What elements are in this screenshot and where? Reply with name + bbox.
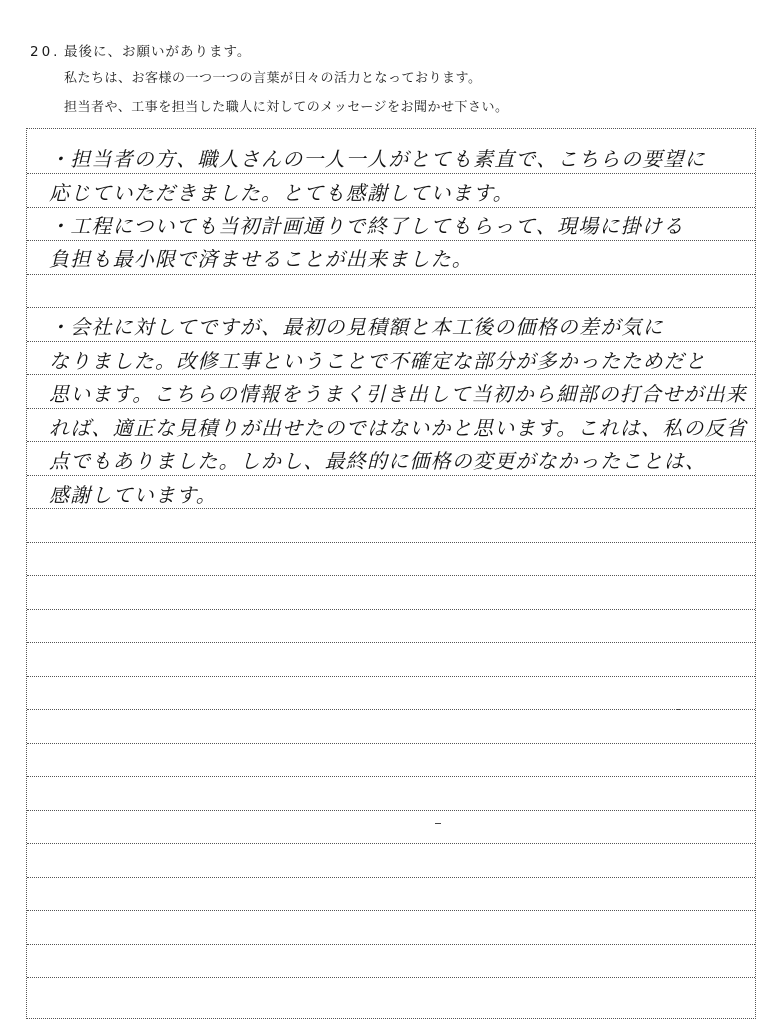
handwritten-line-7: なりました。改修工事ということで不確定な部分が多かったためだと: [49, 349, 707, 373]
paper-speck: [677, 709, 680, 710]
handwritten-line-3: ・工程についても当初計画通りで終了してもらって、現場に掛ける: [49, 214, 685, 238]
ruled-line: [27, 843, 755, 844]
ruled-line: [27, 207, 755, 208]
question-title: 最後に、お願いがあります。: [64, 44, 252, 60]
survey-question-header: [30, 44, 750, 116]
ruled-line: [27, 508, 755, 509]
handwritten-line-10: 点でもありました。しかし、最終的に価格の変更がなかったことは、: [49, 449, 707, 473]
ruled-line: [27, 575, 755, 576]
ruled-line: [27, 542, 755, 543]
ruled-line: [27, 642, 755, 643]
handwritten-line-2: 応じていただきました。とても感謝しています。: [49, 181, 514, 205]
handwritten-line-8: 思います。こちらの情報をうまく引き出して当初から細部の打合せが出来: [49, 382, 747, 406]
ruled-line: [27, 743, 755, 744]
handwritten-line-11: 感謝しています。: [49, 483, 217, 507]
answer-sheet: [26, 128, 756, 1019]
ruled-line: [27, 441, 755, 442]
ruled-line: [27, 307, 755, 308]
handwritten-line-6: ・会社に対してですが、最初の見積額と本工後の価格の差が気に: [49, 315, 664, 339]
handwritten-line-1: ・担当者の方、職人さんの一人一人がとても素直で、こちらの要望に: [49, 147, 706, 171]
question-intro-line-1: 私たちは、お客様の一つ一つの言葉が日々の活力となっております。: [64, 71, 482, 86]
ruled-line: [27, 341, 755, 342]
ruled-line: [27, 374, 755, 375]
ruled-line: [27, 609, 755, 610]
handwritten-line-4: 負担も最小限で済ませることが出来ました。: [49, 247, 473, 271]
question-number: 20.: [30, 44, 61, 60]
question-intro-line-2: 担当者や、工事を担当した職人に対してのメッセージをお聞かせ下さい。: [64, 100, 509, 115]
paper-speck: [435, 823, 441, 824]
handwritten-line-9: れば、適正な見積りが出せたのではないかと思います。これは、私の反省: [49, 416, 747, 440]
ruled-line: [27, 709, 755, 710]
ruled-line: [27, 240, 755, 241]
ruled-line: [27, 676, 755, 677]
ruled-line: [27, 877, 755, 878]
ruled-line: [27, 475, 755, 476]
question-heading: [30, 44, 750, 60]
ruled-line: [27, 173, 755, 174]
ruled-line: [27, 977, 755, 978]
ruled-line: [27, 776, 755, 777]
ruled-line: [27, 910, 755, 911]
ruled-line: [27, 274, 755, 275]
ruled-line: [27, 408, 755, 409]
ruled-line: [27, 944, 755, 945]
ruled-line: [27, 810, 755, 811]
